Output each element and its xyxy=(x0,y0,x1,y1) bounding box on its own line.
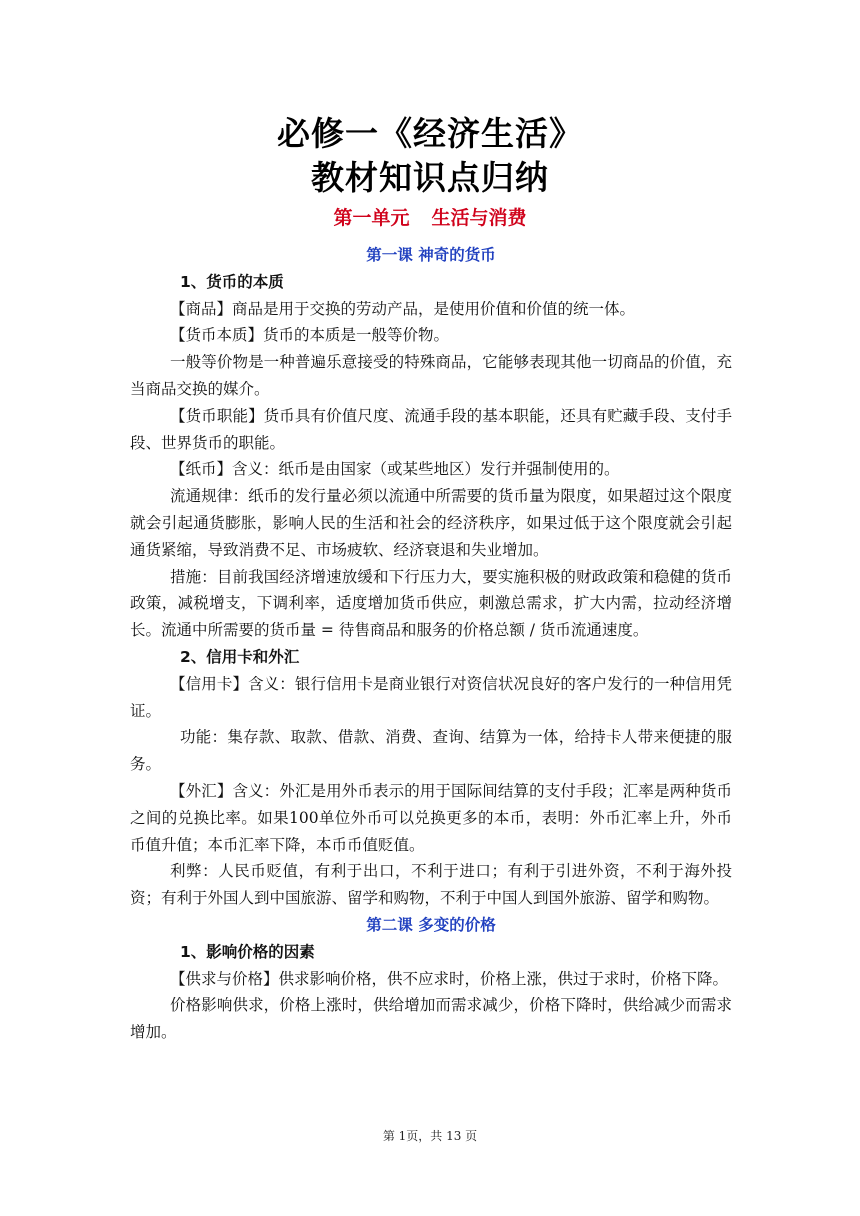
document-title-line2: 教材知识点归纳 xyxy=(311,158,549,197)
page-footer: 第 1页，共 13 页 xyxy=(382,1129,478,1143)
document-title-line1: 必修一《经济生活》 xyxy=(277,114,583,153)
unit-title: 第一单元 xyxy=(333,207,410,229)
paragraph: 【货币职能】货币具有价值尺度、流通手段的基本职能，还具有贮藏手段、支付手段、世界货币的职能。 xyxy=(130,406,732,452)
paragraph: 价格影响供求，价格上涨时，供给增加而需求减少，价格下降时，供给减少而需求增加。 xyxy=(130,996,732,1042)
paragraph: 【货币本质】货币的本质是一般等价物。 xyxy=(170,326,450,345)
paragraph: 【外汇】含义：外汇是用外币表示的用于国际间结算的支付手段；汇率是两种货币之间的兑换比率。如果100单位外币可以兑换更多的本币，表明：外币汇率上升，外币币值升值；本币汇率下降，本币币值贬值。 xyxy=(130,781,732,854)
unit-subtitle: 生活与消费 xyxy=(431,207,527,229)
paragraph: 流通规律：纸币的发行量必须以流通中所需要的货币量为限度，如果超过这个限度就会引起通货膨胀，影响人民的生活和社会的经济秩序，如果过低于这个限度就会引起通货紧缩，导致消费不足、市场疲软、经济衰退和失业增加。 xyxy=(130,487,732,559)
lesson2-title: 第二课 多变的价格 xyxy=(366,915,496,934)
paragraph: 一般等价物是一种普遍乐意接受的特殊商品，它能够表现其他一切商品的价值，充当商品交换的媒介。 xyxy=(130,353,732,398)
paragraph: 【纸币】含义：纸币是由国家（或某些地区）发行并强制使用的。 xyxy=(170,460,620,479)
paragraph: 措施：目前我国经济增速放缓和下行压力大，要实施积极的财政政策和稳健的货币政策，减税增支，下调利率，适度增加货币供应，刺激总需求，扩大内需，拉动经济增长。流通中所需要的货币量 = 待售商品和服务的价格总额 / 货币流通速度。 xyxy=(130,567,732,640)
lesson1-section1-heading: 1、货币的本质 xyxy=(180,272,284,291)
paragraph: 【信用卡】含义：银行信用卡是商业银行对资信状况良好的客户发行的一种信用凭证。 xyxy=(130,674,732,720)
lesson1-title: 第一课 神奇的货币 xyxy=(366,246,496,264)
lesson1-section2-heading: 2、信用卡和外汇 xyxy=(180,647,300,666)
lesson2-section1-heading: 1、影响价格的因素 xyxy=(180,942,315,961)
unit-heading xyxy=(0,203,860,230)
paragraph: 【商品】商品是用于交换的劳动产品，是使用价值和价值的统一体。 xyxy=(170,299,636,318)
document-body xyxy=(130,242,732,1046)
paragraph: 功能：集存款、取款、借款、消费、查询、结算为一体，给持卡人带来便捷的服务。 xyxy=(130,728,732,774)
paragraph: 利弊：人民币贬值，有利于出口，不利于进口；有利于引进外资，不利于海外投资；有利于外国人到中国旅游、留学和购物，不利于中国人到国外旅游、留学和购物。 xyxy=(130,862,732,908)
paragraph: 【供求与价格】供求影响价格，供不应求时，价格上涨，供过于求时，价格下降。 xyxy=(170,969,729,988)
